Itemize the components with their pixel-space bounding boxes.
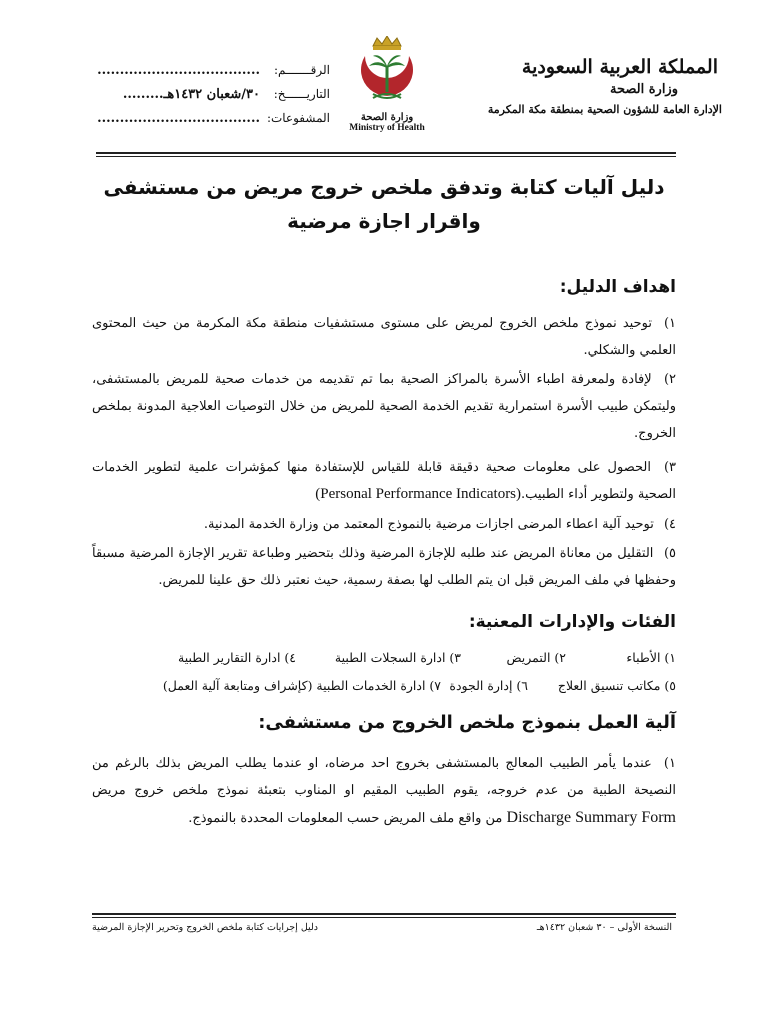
ministry-name: وزارة الصحة bbox=[610, 82, 678, 97]
date-value: ٣٠/شعبان ١٤٣٢هـ......... bbox=[122, 87, 260, 102]
letterhead-right bbox=[468, 54, 722, 120]
mechanism-heading: آلية العمل بنموذج ملخص الخروج من مستشفى: bbox=[258, 712, 676, 733]
attach-row bbox=[98, 106, 330, 130]
footer-doc-name: دليل إجرايات كتابة ملخص الخروج وتحرير الإجازة المرضية bbox=[92, 922, 319, 933]
crown-palm-icon bbox=[343, 36, 431, 110]
departments-row-2 bbox=[92, 672, 676, 700]
mechanism-item-1: ١) عندما يأمر الطبيب المعالج بالمستشفى بخروج احد مرضاه، او عندما يطلب المريض بذلك بالرغم من النصيحة الطبية من عدم خروجه، يقوم الطبيب المقيم او المناوب بتعبئة نموذج ملخص خروج مريض Discharge Summary Form من واقع ملف المريض حسب المعلومات المحددة بالنموذج. bbox=[92, 756, 676, 826]
dept-item: ٧) ادارة الخدمات الطبية (كإشراف ومتابعة آلية العمل) bbox=[162, 678, 441, 693]
letter-fields bbox=[98, 58, 330, 130]
logo-english-text: Ministry of Health bbox=[349, 123, 425, 133]
departments-row-1 bbox=[92, 644, 676, 672]
footer-divider bbox=[92, 913, 676, 915]
dept-item: ٤) ادارة التقارير الطبية bbox=[178, 650, 296, 665]
departments-heading: الفئات والإدارات المعنية: bbox=[468, 612, 676, 632]
ref-label: الرقـــــــم: bbox=[274, 63, 330, 77]
goal-item-3: ٣) الحصول على معلومات صحية دقيقة قابلة للقياس للإستفادة منها كمؤشرات علمية لتطوير الخدمات الصحية ولتطوير أداء الطبيب.(Personal Performance Indicators) bbox=[92, 460, 676, 502]
dept-item: ٢) التمريض bbox=[506, 650, 566, 665]
title-line-2: واقرار اجازة مرضية bbox=[287, 209, 481, 233]
goals-heading: اهداف الدليل: bbox=[559, 277, 676, 297]
footer-divider-thin bbox=[92, 917, 676, 918]
logo-arabic-text: وزارة الصحة bbox=[360, 112, 414, 123]
date-label: التاريــــــخ: bbox=[273, 87, 330, 101]
goal-item-4: ٤) توحيد آلية اعطاء المرضى اجازات مرضية بالنموذج المعتمد من وزارة الخدمة المدنية. bbox=[203, 517, 676, 532]
discharge-summary-form-text: Discharge Summary Form bbox=[506, 809, 676, 826]
dept-item: ٣) ادارة السجلات الطبية bbox=[334, 650, 461, 665]
ref-row bbox=[98, 58, 330, 82]
ministry-logo bbox=[343, 36, 431, 140]
footer-version: النسخة الأولى – ٣٠ شعبان ١٤٣٢هـ bbox=[536, 922, 672, 933]
dept-item: ٦) إدارة الجودة bbox=[449, 678, 528, 693]
title-line-1: دليل آليات كتابة وتدفق ملخص خروج مريض من مستشفى bbox=[103, 175, 665, 199]
header-divider-thin bbox=[96, 156, 676, 157]
kingdom-name: المملكة العربية السعودية bbox=[521, 56, 718, 78]
departments-list bbox=[92, 644, 676, 700]
attach-value: .................................... bbox=[97, 111, 260, 126]
dept-item: ١) الأطباء bbox=[626, 650, 676, 665]
goal-item-2: ٢) لإفادة ولمعرفة اطباء الأسرة بالمراكز الصحية بما تم تقديمه من خدمات صحية للمريض بالمستشفى، وليتمكن طبيب الأسرة استمرارية تقديم الخدمة الصحية للمريض من خلال التوصيات العلاجية المدونة بملخص الخروج. bbox=[92, 372, 676, 441]
attach-label: المشفوعات: bbox=[266, 111, 330, 125]
performance-indicators-text: (Personal Performance Indicators) bbox=[315, 486, 522, 502]
document-title bbox=[80, 170, 688, 238]
dept-item: ٥) مكاتب تنسيق العلاج bbox=[557, 678, 676, 693]
date-row bbox=[98, 82, 330, 106]
admin-name: الإدارة العامة للشؤون الصحية بمنطقة مكة المكرمة bbox=[487, 103, 722, 116]
goal-item-1: ١) توحيد نموذج ملخص الخروج لمريض على مستوى مستشفيات منطقة مكة المكرمة من حيث المحتوى العلمي والشكلي. bbox=[92, 316, 676, 358]
goal-item-5: ٥) التقليل من معاناة المريض عند طلبه للإجازة المرضية وذلك بتحضير وطباعة تقرير الإجازة المرضية مسبقاً وحفظها في ملف المريض قبل ان يتم الطلب لها بصفة رسمية، حيث نعتبر ذلك حق علينا للمريض. bbox=[92, 546, 676, 588]
ref-value: .................................... bbox=[97, 63, 260, 78]
header-divider bbox=[96, 152, 676, 154]
